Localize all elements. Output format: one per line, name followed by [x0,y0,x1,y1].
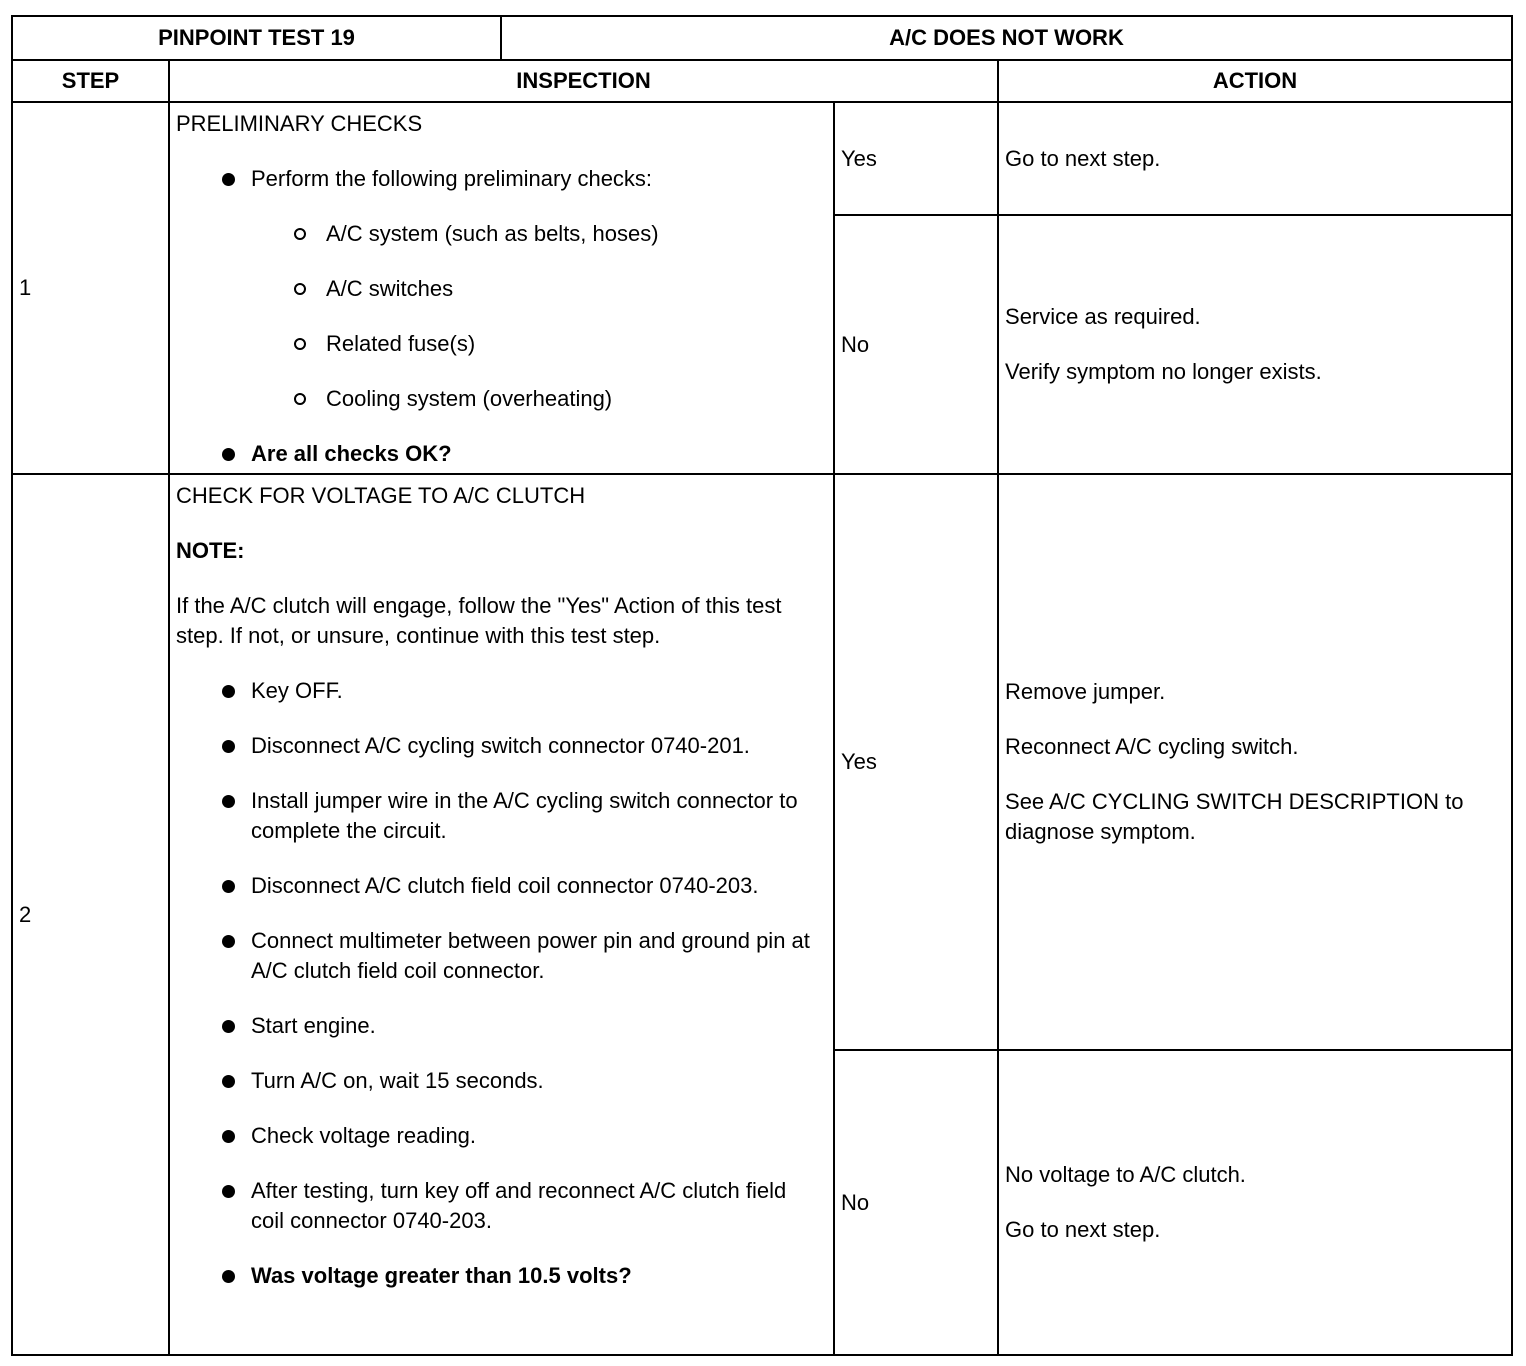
action-text: Service as required. [1005,304,1201,329]
pinpoint-test-table [11,15,1513,1356]
bullet-item: Disconnect A/C cycling switch connector 0740-201. [176,731,825,761]
note-text: If the A/C clutch will engage, follow the "Yes" Action of this test step. If not, or unsure, continue with this test step. [176,593,782,648]
sub-item: A/C switches [176,274,825,304]
action-column-header: ACTION [998,60,1512,102]
action-text: No voltage to A/C clutch. [1005,1162,1246,1187]
test-id-header: PINPOINT TEST 19 [12,16,501,60]
step1-inspection [169,102,834,474]
action-text: Verify symptom no longer exists. [1005,359,1322,384]
yes-action [998,102,1512,215]
no-action [998,215,1512,474]
bullet-item [176,164,825,194]
note-label: NOTE: [176,538,245,563]
action-text: See A/C CYCLING SWITCH DESCRIPTION to diagnose symptom. [1005,789,1464,844]
yes-label: Yes [834,102,998,215]
bullet-item: Disconnect A/C clutch field coil connector 0740-203. [176,871,825,901]
action-text: Reconnect A/C cycling switch. [1005,734,1299,759]
no-label: No [834,1050,998,1355]
step-number: 1 [12,102,169,474]
inspection-column-header: INSPECTION [169,60,998,102]
action-text: Remove jumper. [1005,679,1166,704]
step2-inspection [169,474,834,1355]
action-text: Go to next step. [1005,1217,1161,1242]
step-title: PRELIMINARY CHECKS [176,111,423,136]
bullet-item: Turn A/C on, wait 15 seconds. [176,1066,825,1096]
sub-item: Cooling system (overheating) [176,384,825,414]
bullet-item: After testing, turn key off and reconnect A/C clutch field coil connector 0740-203. [176,1176,825,1236]
step-question: Are all checks OK? [176,439,825,469]
bullet-item: Connect multimeter between power pin and ground pin at A/C clutch field coil connector. [176,926,825,986]
step-number: 2 [12,474,169,1355]
bullet-item: Install jumper wire in the A/C cycling switch connector to complete the circuit. [176,786,825,846]
no-label: No [834,215,998,474]
bullet-item: Start engine. [176,1011,825,1041]
step-question: Was voltage greater than 10.5 volts? [176,1261,825,1291]
action-text: Go to next step. [1005,145,1161,171]
step-title: CHECK FOR VOLTAGE TO A/C CLUTCH [176,483,586,508]
sub-item: Related fuse(s) [176,329,825,359]
no-action [998,1050,1512,1355]
yes-label: Yes [834,474,998,1050]
yes-action [998,474,1512,1050]
step-column-header: STEP [12,60,169,102]
bullet-text: Perform the following preliminary checks: [251,166,653,191]
bullet-item: Check voltage reading. [176,1121,825,1151]
bullet-item: Key OFF. [176,676,825,706]
sub-item: A/C system (such as belts, hoses) [176,219,825,249]
symptom-header: A/C DOES NOT WORK [501,16,1512,60]
